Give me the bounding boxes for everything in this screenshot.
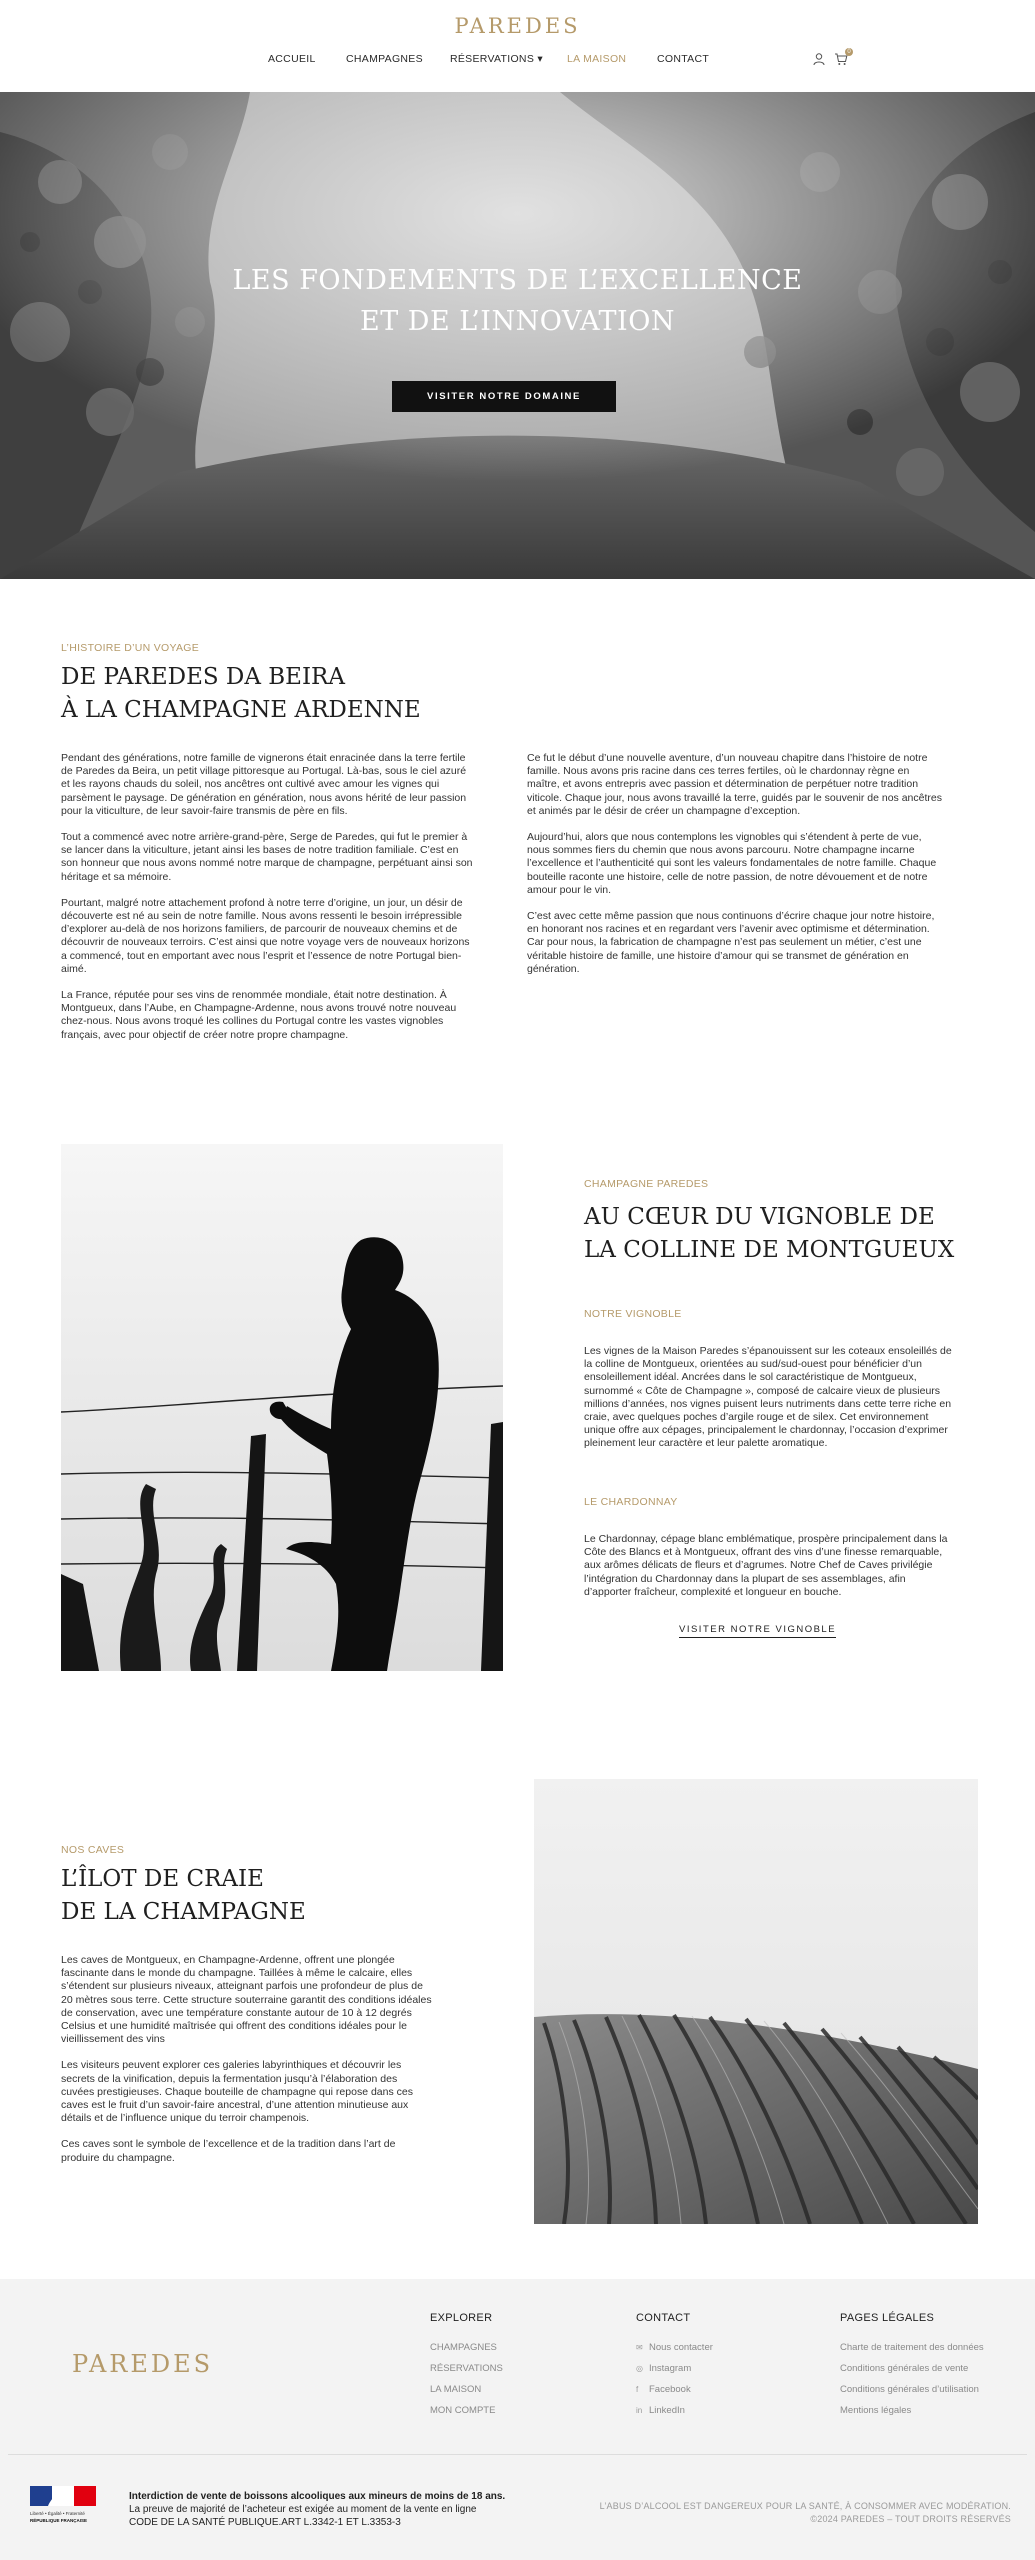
main-nav [0, 53, 1035, 67]
hero-title-line2: ET DE L’INNOVATION [360, 306, 675, 337]
history-title-line1: DE PAREDES DA BEIRA [61, 664, 345, 690]
nav-contact[interactable]: CONTACT [657, 53, 710, 65]
winemaker-silhouette-image [61, 1144, 503, 1671]
cellars-title [61, 1863, 306, 1929]
legal-line3: CODE DE LA SANTÉ PUBLIQUE.ART L.3342-1 ET L.3353-3 [129, 2517, 401, 2528]
footer-link-facebook[interactable] [636, 2384, 691, 2395]
legal-line1: Interdiction de vente de boissons alcooliques aux mineurs de moins de 18 ans. [129, 2491, 506, 2502]
hero-banner [0, 92, 1035, 579]
footer-link-contact[interactable] [636, 2342, 713, 2353]
linkedin-icon: in [636, 2406, 643, 2415]
history-left-text [61, 752, 476, 1055]
legal-notice [129, 2490, 505, 2529]
history-title [61, 661, 421, 727]
footer-link-mon-compte[interactable]: MON COMPTE [430, 2405, 496, 2416]
marianne-flag-icon [30, 2486, 98, 2526]
vineyard-hill-svg [534, 1779, 978, 2224]
chardonnay-paragraph: Le Chardonnay, cépage blanc emblématique, prospère principalement dans la Côte des Blancs et à Montgueux, offrant des vins d’une finesse remarquable, aux arômes délicats de fleurs et d’agrumes. Notre Chef de Caves privilégie l’intégration du Chardonnay dans la plupart de ses assemblages, afin d’apporter fraîcheur, complexité et longueur en bouche. [584, 1533, 948, 1598]
footer-explorer-title: EXPLORER [430, 2312, 493, 2324]
history-paragraph: Pendant des générations, notre famille de vignerons était enracinée dans la terre fertile de Paredes da Beira, un petit village pittoresque au Portugal. Là-bas, sous le ciel azuré et les rayons chauds du soleil, nos ancêtres ont cultivé avec amour les vignes qui parsèment le paysage. De génération en génération, nous avons hérité de leur passion pour la viticulture, de leur savoir-faire transmis de père en fils. [61, 752, 467, 817]
legal-line2: La preuve de majorité de l’acheteur est exigée au moment de la vente en ligne [129, 2504, 477, 2515]
vineyard-title-line1: AU CŒUR DU VIGNOBLE DE [584, 1204, 935, 1230]
chardonnay-text [584, 1533, 952, 1612]
footer-divider [8, 2454, 1027, 2455]
footer-link-legal-notice[interactable]: Mentions légales [840, 2405, 912, 2416]
cellars-paragraph: Ces caves sont le symbole de l’excellence et de la tradition dans l’art de produire du champagne. [61, 2138, 396, 2164]
chardonnay-subtitle: LE CHARDONNAY [584, 1496, 678, 1508]
history-title-line2: À LA CHAMPAGNE ARDENNE [61, 697, 421, 723]
footer-link-label: LinkedIn [649, 2405, 685, 2416]
footer-link-champagnes[interactable]: CHAMPAGNES [430, 2342, 497, 2353]
footer-link-label: Facebook [649, 2384, 691, 2395]
header-logo[interactable]: PAREDES [454, 14, 581, 38]
footer-link-instagram[interactable] [636, 2363, 691, 2374]
winemaker-silhouette-svg [61, 1144, 503, 1671]
nav-reservations[interactable]: RÉSERVATIONS ▾ [450, 53, 543, 65]
footer-legal-title: PAGES LÉGALES [840, 2312, 935, 2324]
nav-accueil[interactable]: ACCUEIL [268, 53, 316, 65]
vineyard-text [584, 1345, 952, 1464]
cellars-paragraph: Les visiteurs peuvent explorer ces galeries labyrinthiques et découvrir les secrets de la vinification, depuis la fermentation jusqu’à l’élaboration des cuvées prestigieuses. Chaque bouteille de champagne qui repose dans ces caves est le fruit d’un savoir-faire ancestral, d’une attention minutieuse aux détails et de l’influence unique du terroir champenois. [61, 2059, 413, 2125]
footer-contact-title: CONTACT [636, 2312, 691, 2324]
footer-link-linkedin[interactable] [636, 2405, 685, 2416]
history-paragraph: Aujourd’hui, alors que nous contemplons les vignobles qui s’étendent à perte de vue, nous sommes fiers du chemin que nous avons parcouru. Notre champagne incarne l’excellence et l’authenticité qui sont les valeurs fondamentales de notre famille. Chaque bouteille raconte une histoire, celle de notre passion, de notre dévouement et de notre amour pour le vin. [527, 831, 937, 896]
vineyard-eyebrow: CHAMPAGNE PAREDES [584, 1178, 709, 1190]
footer-link-data-charter[interactable]: Charte de traitement des données [840, 2342, 984, 2353]
history-paragraph: C’est avec cette même passion que nous continuons d’écrire chaque jour notre histoire, en honorant nos racines et en regardant vers l’avenir avec optimisme et détermination. Car pour nous, la fabrication de champagne n’est pas seulement un métier, c’est une véritable histoire de famille, une histoire d’amour qui se transmet de génération en génération. [527, 910, 935, 975]
site-footer [0, 2279, 1035, 2560]
footer-link-la-maison[interactable]: LA MAISON [430, 2384, 482, 2395]
cellars-title-line1: L’ÎLOT DE CRAIE [61, 1866, 264, 1892]
instagram-icon: ◎ [636, 2364, 643, 2373]
footer-link-label: Nous contacter [649, 2342, 713, 2353]
site-header [0, 0, 1035, 92]
cart-count-badge: 0 [845, 48, 853, 56]
republique-francaise-logo [30, 2486, 98, 2526]
hero-title [0, 260, 1035, 342]
vineyard-title [584, 1201, 954, 1267]
history-eyebrow: L’HISTOIRE D’UN VOYAGE [61, 642, 200, 654]
footer-logo[interactable]: PAREDES [72, 2350, 214, 2378]
flag-republic: RÉPUBLIQUE FRANÇAISE [30, 2518, 88, 2523]
history-right-text [527, 752, 942, 989]
history-paragraph: Tout a commencé avec notre arrière-grand-père, Serge de Paredes, qui fut le premier à se lancer dans la viticulture, jetant ainsi les bases de notre tradition familiale. C’est en son honneur que nous avons nommé notre marque de champagne, perpétuant ainsi son héritage et sa mémoire. [61, 831, 473, 883]
nav-la-maison[interactable]: LA MAISON [567, 53, 627, 65]
vineyard-title-line2: LA COLLINE DE MONTGUEUX [584, 1237, 955, 1263]
vineyard-subtitle: NOTRE VIGNOBLE [584, 1308, 682, 1320]
history-paragraph: La France, réputée pour ses vins de renommée mondiale, était notre destination. À Montgueux, dans l’Aube, en Champagne-Ardenne, nous avons trouvé notre nouveau chez-nous. Nous avons troqué les collines du Portugal contre les vastes vignobles français, avec pour objectif de créer notre propre champagne. [61, 989, 457, 1041]
footer-link-cgu[interactable]: Conditions générales d’utilisation [840, 2384, 979, 2395]
alcohol-warning: L’ABUS D’ALCOOL EST DANGEREUX POUR LA SANTÉ, À CONSOMMER AVEC MODÉRATION. [599, 2501, 1011, 2511]
nav-champagnes[interactable]: CHAMPAGNES [346, 53, 423, 65]
cellars-eyebrow: NOS CAVES [61, 1844, 125, 1856]
hero-title-line1: LES FONDEMENTS DE L’EXCELLENCE [232, 265, 803, 296]
facebook-icon: f [636, 2385, 639, 2394]
copyright-text: ©2024 PAREDES – TOUT DROITS RÉSERVÉS [810, 2513, 1011, 2524]
cellars-title-line2: DE LA CHAMPAGNE [61, 1899, 306, 1925]
mail-icon: ✉ [636, 2343, 643, 2352]
footer-link-cgv[interactable]: Conditions générales de vente [840, 2363, 969, 2374]
footer-link-label: Instagram [649, 2363, 692, 2374]
cart-button[interactable] [834, 49, 851, 66]
history-paragraph: Ce fut le début d’une nouvelle aventure, d’un nouveau chapitre dans l’histoire de notre famille. Nous avons pris racine dans ces terres fertiles, où le chardonnay règne en maître, et avons entrepris avec passion et détermination de perpétuer notre tradition viticole. Chaque jour, nous avons travaillé la terre, guidés par le souvenir de nos ancêtres et animés par le désir de créer un champagne d’exception. [527, 752, 942, 817]
visit-vineyard-link[interactable]: VISITER NOTRE VIGNOBLE [679, 1624, 836, 1638]
visit-domain-button[interactable]: VISITER NOTRE DOMAINE [392, 381, 616, 412]
user-icon[interactable] [812, 52, 826, 66]
flag-motto: Liberté • Égalité • Fraternité [30, 2511, 85, 2516]
cellars-text [61, 1954, 433, 2178]
vineyard-paragraph: Les vignes de la Maison Paredes s’épanouissent sur les coteaux ensoleillés de la colline de Montgueux, orientées au sud/sud-ouest pour bénéficier d’un ensoleillement idéal. Ancrées dans le sol caractéristique de Montgueux, surnommé « Côte de Champagne », composé de calcaire vieux de plusieurs millions d’années, nos vignes puisent leurs nutriments dans cette terre riche en craie, avec quelques poches d’argile rouge et de silex. Cet environnement unique offre aux cépages, principalement le chardonnay, l’occasion d’exprimer pleinement leur caractère et leur palette aromatique. [584, 1345, 952, 1450]
cellars-paragraph: Les caves de Montgueux, en Champagne-Ardenne, offrent une plongée fascinante dans le monde du champagne. Taillées à même le calcaire, elles s’étendent sur plusieurs niveaux, atteignant parfois une profondeur de plus de 20 mètres sous terre. Cette structure souterraine garantit des conditions idéales de conservation, avec une température constante autour de 10 à 12 degrés Celsius et une humidité maîtrisée qui offrent des conditions idéales pour le vieillissement des vins [61, 1954, 432, 2046]
history-paragraph: Pourtant, malgré notre attachement profond à notre terre d’origine, un jour, un désir de découverte est né au sein de notre famille. Nous avons ressenti le besoin irrépressible d’explorer au-delà de nos horizons familiers, de parcourir de nouveaux chemins et de découvrir de nouveaux terroirs. C’est ainsi que notre voyage vers de nouveaux horizons a commencé, tout en emportant avec nous l’esprit et l’essence de notre Portugal bien-aimé. [61, 896, 470, 975]
copyright [600, 2500, 1011, 2525]
vineyard-hill-image [534, 1779, 978, 2224]
footer-link-reservations[interactable]: RÉSERVATIONS [430, 2363, 503, 2374]
